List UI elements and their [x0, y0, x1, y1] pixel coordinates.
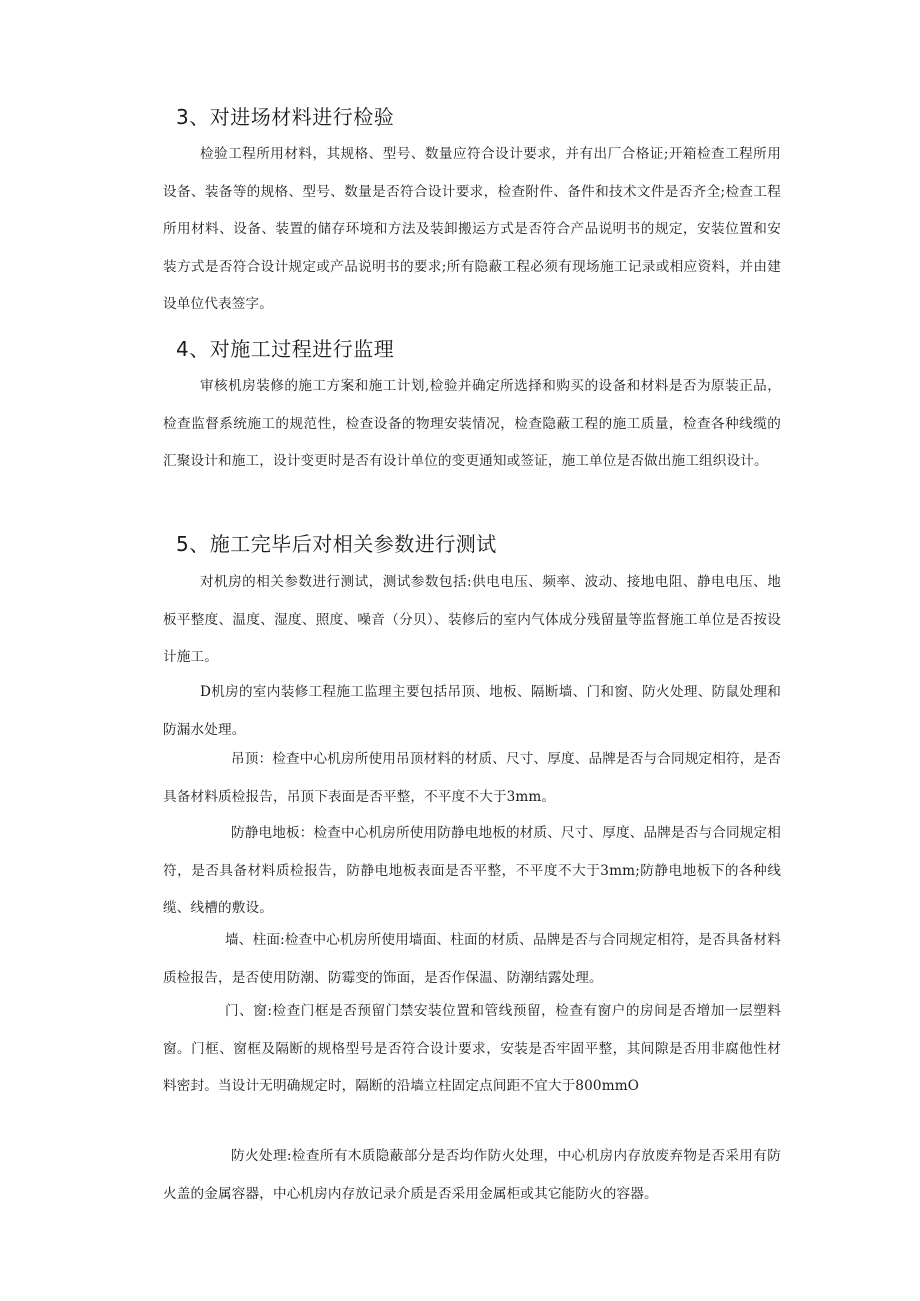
item-wall-column: 墙、柱面:检查中心机房所使用墙面、柱面的材质、品牌是否与合同规定相符，是否具备材料质检报告，是否使用防潮、防霉变的饰面，是否作保温、防潮结露处理。 [163, 932, 781, 986]
item-door-window: 门、窗:检查门框是否预留门禁安装位置和管线预留，检查有窗户的房间是否增加一层塑料窗。门框、窗框及隔断的规格型号是否符合设计要求，安装是否牢固平整，其间隙是否用非腐他性材料密封。当设计无明确规定时，隔断的沿墙立柱固定点间距不宜大于800mmO [163, 1003, 781, 1094]
section-paragraph-5: 对机房的相关参数进行测试，测试参数包括:供电电压、频率、波动、接地电阻、静电电压、地板平整度、温度、湿度、照度、噪音（分贝）、装修后的室内气体成分残留量等监督施工单位是否按设计施工。 [163, 574, 781, 665]
section-heading-5: 5、施工完毕后对相关参数进行测试 [176, 532, 497, 556]
item-ceiling: 吊顶：检查中心机房所使用吊顶材料的材质、尺寸、厚度、品牌是否与合同规定相符，是否具备材料质检报告，吊顶下表面是否平整，不平度不大于3mm。 [163, 751, 781, 805]
section-heading-4: 4、对施工过程进行监理 [176, 337, 395, 361]
section-heading-3: 3、对进场材料进行检验 [176, 105, 395, 129]
item-antistatic-floor: 防静电地板：检查中心机房所使用防静电地板的材质、尺寸、厚度、品牌是否与合同规定相符，是否具备材料质检报告，防静电地板表面是否平整，不平度不大于3mm;防静电地板下的各种线缆、线槽的敷设。 [163, 825, 781, 916]
section-paragraph-4: 审核机房装修的施工方案和施工计划,检验并确定所选择和购买的设备和材料是否为原装正品，检查监督系统施工的规范性，检查设备的物理安装情况，检查隐蔽工程的施工质量，检查各种线缆的汇聚设计和施工，设计变更时是否有设计单位的变更通知或签证，施工单位是否做出施工组织设计。 [163, 378, 781, 469]
section-paragraph-3: 检验工程所用材料，其规格、型号、数量应符合设计要求，并有出厂合格证;开箱检查工程所用设备、装备等的规格、型号、数量是否符合设计要求，检查附件、备件和技术文件是否齐全;检查工程所用材料、设备、装置的储存环境和方法及装卸搬运方式是否符合产品说明书的规定，安装位置和安装方式是否符合设计规定或产品说明书的要求;所有隐蔽工程必须有现场施工记录或相应资料，并由建设单位代表签字。 [163, 146, 781, 312]
item-fire-protection: 防火处理:检查所有木质隐蔽部分是否均作防火处理，中心机房内存放废弃物是否采用有防火盖的金属容器，中心机房内存放记录介质是否采用金属柜或其它能防火的容器。 [163, 1148, 781, 1202]
intro-paragraph: D机房的室内装修工程施工监理主要包括吊顶、地板、隔断墙、门和窗、防火处理、防鼠处理和防漏水处理。 [163, 684, 781, 738]
